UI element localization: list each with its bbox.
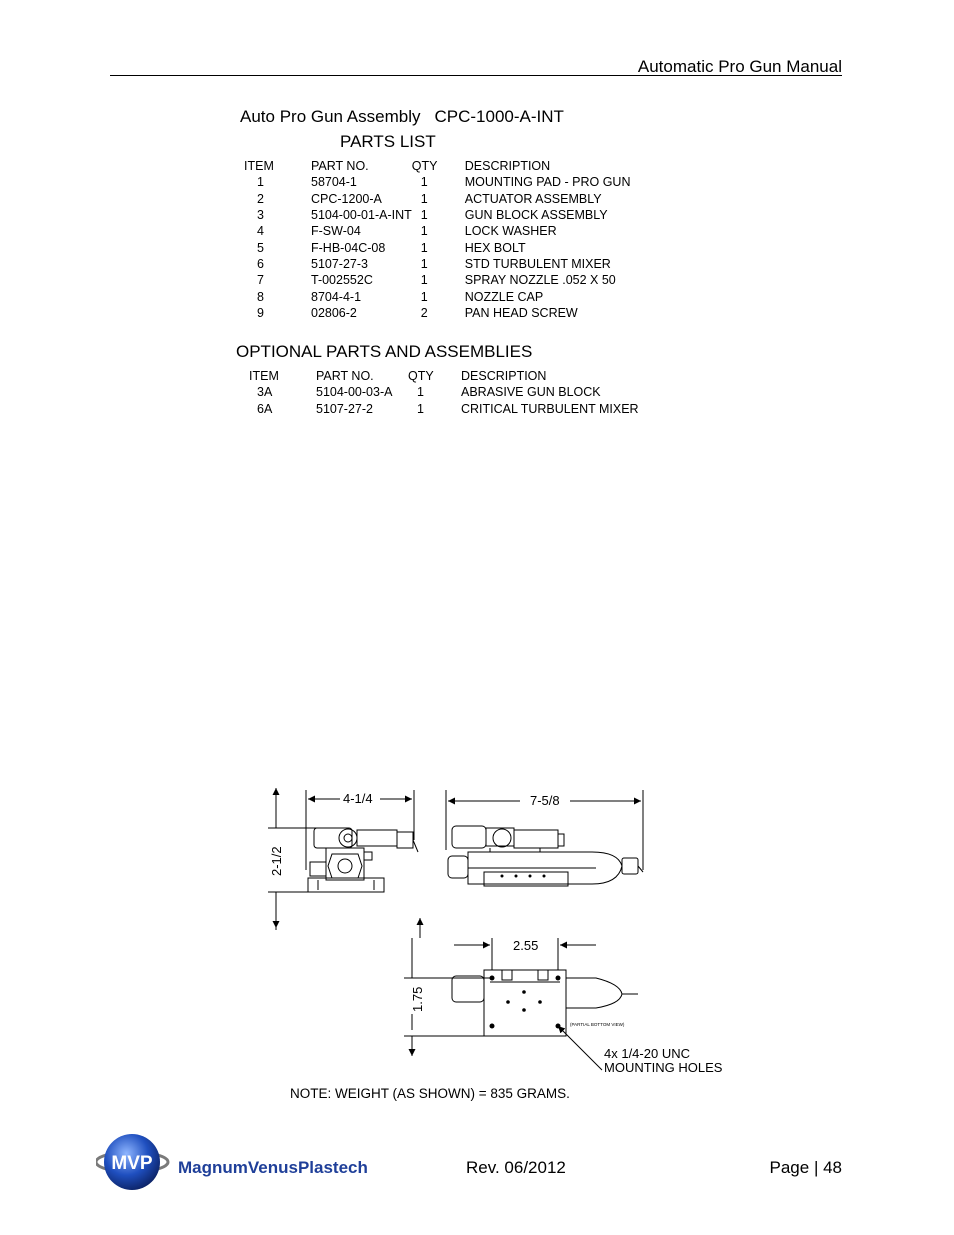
parts-list-cell: 1	[420, 175, 428, 190]
partial-bottom-view-label: (PARTIAL BOTTOM VIEW)	[570, 1022, 625, 1027]
weight-note: NOTE: WEIGHT (AS SHOWN) = 835 GRAMS.	[290, 1086, 570, 1101]
optional-parts-column-header: DESCRIPTION	[461, 369, 547, 384]
parts-list-cell: 9	[257, 305, 264, 320]
header-rule	[110, 75, 842, 76]
page-number: Page | 48	[769, 1158, 842, 1177]
optional-parts-cell: 1	[417, 385, 424, 400]
parts-list-cell: 8	[257, 289, 264, 304]
parts-list-cell: HEX BOLT	[464, 240, 526, 255]
dim-front-height: 2-1/2	[269, 846, 284, 876]
assembly-number: CPC-1000-A-INT	[434, 107, 564, 126]
parts-list-cell: 7	[257, 273, 264, 288]
parts-list-row	[244, 256, 631, 272]
parts-list-cell: 4	[257, 224, 264, 239]
assembly-dimension-drawing	[240, 780, 740, 1080]
dim-hole-spacing-x: 2.55	[513, 938, 539, 953]
parts-list-cell: 1	[420, 224, 428, 239]
parts-list-header-row	[244, 158, 631, 174]
optional-parts-heading: OPTIONAL PARTS AND ASSEMBLIES	[236, 342, 533, 361]
parts-list-cell: T-002552C	[311, 273, 373, 288]
parts-list-cell: 1	[420, 289, 428, 304]
parts-list-cell: F-SW-04	[311, 224, 361, 239]
parts-list-cell: LOCK WASHER	[464, 224, 557, 239]
parts-list-heading: PARTS LIST	[340, 132, 436, 151]
parts-list-cell: 1	[257, 175, 264, 190]
parts-list-cell: 58704-1	[311, 175, 357, 190]
parts-list-cell: SPRAY NOZZLE .052 X 50	[464, 273, 616, 288]
parts-list-cell: 5	[257, 240, 264, 255]
dim-hole-spacing-y: 1.75	[410, 986, 425, 1012]
parts-list-row	[244, 223, 631, 239]
assembly-name: Auto Pro Gun Assembly	[240, 107, 421, 126]
parts-list-cell: NOZZLE CAP	[464, 289, 544, 304]
parts-list-column-header: ITEM	[244, 159, 274, 174]
parts-list-cell: 1	[420, 240, 428, 255]
parts-list-row	[244, 174, 631, 190]
parts-list-cell: 8704-4-1	[311, 289, 362, 304]
parts-list-table	[244, 158, 631, 321]
parts-list-row	[244, 288, 631, 304]
optional-parts-row	[249, 384, 639, 400]
dim-side-length: 7-5/8	[530, 793, 560, 808]
parts-list-row	[244, 191, 631, 207]
mounting-holes-spec: 4x 1/4-20 UNC	[604, 1046, 690, 1061]
parts-list-column-header: DESCRIPTION	[464, 159, 551, 174]
parts-list-cell: ACTUATOR ASSEMBLY	[464, 191, 602, 206]
parts-list-cell: CPC-1200-A	[311, 191, 382, 206]
parts-list-cell: 02806-2	[311, 305, 357, 320]
optional-parts-table	[249, 368, 639, 417]
logo-text: MagnumVenusPlastech	[178, 1158, 368, 1177]
parts-list-cell: 1	[420, 273, 428, 288]
dim-front-width: 4-1/4	[343, 791, 373, 806]
optional-parts-cell: ABRASIVE GUN BLOCK	[461, 385, 601, 400]
optional-parts-cell: 6A	[257, 401, 273, 416]
optional-parts-cell: 5107-27-2	[316, 401, 373, 416]
parts-list-cell: PAN HEAD SCREW	[464, 305, 578, 320]
parts-list-cell: 1	[420, 256, 428, 271]
parts-list-cell: MOUNTING PAD - PRO GUN	[464, 175, 631, 190]
logo-mark: MVP	[111, 1153, 153, 1174]
optional-parts-cell: 3A	[257, 385, 273, 400]
company-logo	[96, 1130, 386, 1196]
optional-parts-column-header: QTY	[408, 369, 434, 384]
parts-list-row	[244, 305, 631, 321]
parts-list-cell: F-HB-04C-08	[311, 240, 386, 255]
optional-parts-column-header: ITEM	[249, 369, 279, 384]
parts-list-row	[244, 239, 631, 255]
parts-list-cell: STD TURBULENT MIXER	[464, 256, 611, 271]
parts-list-cell: 1	[420, 208, 428, 223]
optional-parts-cell: 1	[417, 401, 424, 416]
parts-list-cell: 1	[420, 191, 428, 206]
mounting-holes-label: MOUNTING HOLES	[604, 1060, 723, 1075]
revision-date: Rev. 06/2012	[466, 1158, 566, 1177]
optional-parts-header-row	[249, 368, 639, 384]
optional-parts-cell: CRITICAL TURBULENT MIXER	[461, 401, 639, 416]
parts-list-cell: 6	[257, 256, 264, 271]
optional-parts-row	[249, 401, 639, 417]
parts-list-cell: 2	[420, 305, 428, 320]
parts-list-row	[244, 207, 631, 223]
parts-list-column-header: PART NO.	[311, 159, 369, 174]
parts-list-row	[244, 272, 631, 288]
parts-list-cell: 3	[257, 208, 264, 223]
optional-parts-cell: 5104-00-03-A	[316, 385, 393, 400]
header-title: Automatic Pro Gun Manual	[637, 57, 842, 76]
assembly-title	[240, 107, 564, 127]
parts-list-column-header: QTY	[411, 159, 438, 174]
parts-list-cell: 5107-27-3	[311, 256, 368, 271]
optional-parts-column-header: PART NO.	[316, 369, 374, 384]
parts-list-cell: 2	[257, 191, 264, 206]
parts-list-cell: GUN BLOCK ASSEMBLY	[464, 208, 608, 223]
parts-list-cell: 5104-00-01-A-INT	[311, 208, 412, 223]
